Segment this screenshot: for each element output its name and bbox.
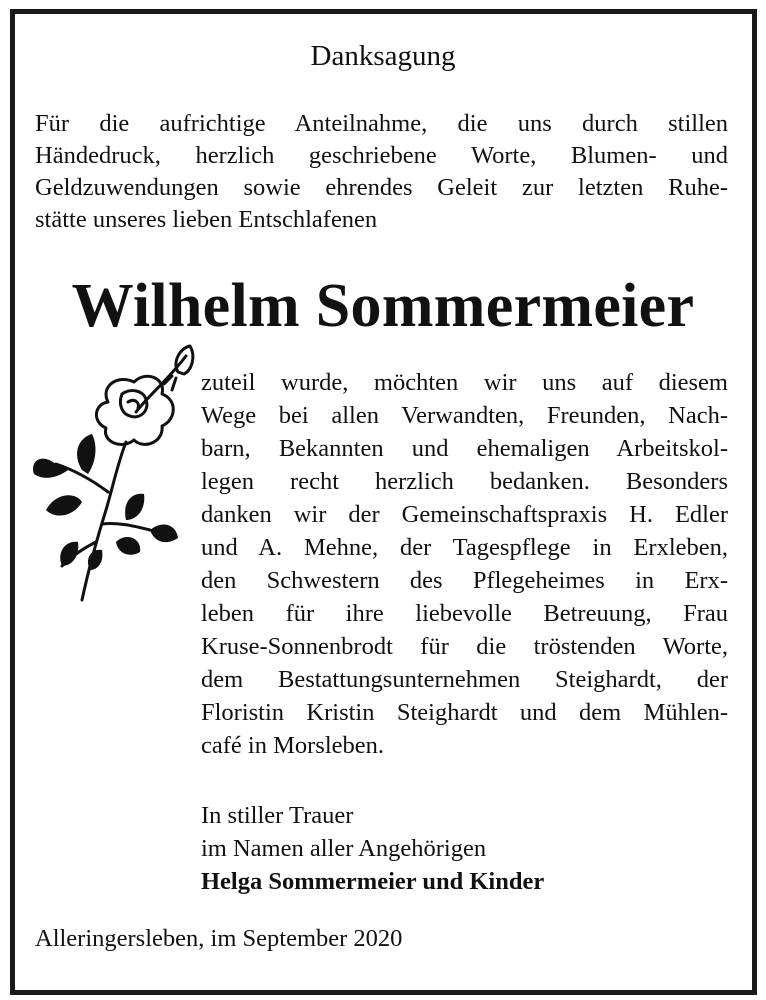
body-line: danken wir der Gemeinschaftspraxis H. Edler — [201, 501, 728, 528]
body-line: den Schwestern des Pflegeheimes in Erx- — [201, 567, 728, 594]
intro-line: stätte unseres lieben Entschlafenen — [35, 206, 378, 233]
place-date: Alleringersleben, im September 2020 — [35, 925, 403, 952]
signature: Helga Sommermeier und Kinder — [201, 868, 545, 895]
body-line: barn, Bekannten und ehemaligen Arbeitskol- — [201, 435, 728, 462]
body-line: dem Bestattungsunternehmen Steighardt, der — [201, 666, 728, 693]
intro-line: Händedruck, herzlich geschriebene Worte, Blumen- und — [35, 142, 728, 169]
body-line: Floristin Kristin Steighardt und dem Mühlen- — [201, 699, 728, 726]
closing-line: In stiller Trauer — [201, 802, 354, 829]
deceased-name: Wilhelm Sommermeier — [71, 272, 695, 340]
body-line: Kruse-Sonnenbrodt für die tröstenden Worte, — [201, 633, 728, 660]
intro-line: Geldzuwendungen sowie ehrendes Geleit zur letzten Ruhe- — [35, 174, 728, 201]
body-line: Wege bei allen Verwandten, Freunden, Nach- — [201, 402, 728, 429]
body-line: legen recht herzlich bedanken. Besonders — [201, 468, 728, 495]
body-line: café in Morsleben. — [201, 732, 384, 759]
notice-title: Danksagung — [310, 40, 456, 72]
body-line: zuteil wurde, möchten wir uns auf diesem — [201, 369, 728, 396]
intro-line: Für die aufrichtige Anteilnahme, die uns durch stillen — [35, 110, 728, 137]
rose-icon — [26, 342, 198, 604]
body-line: und A. Mehne, der Tagespflege in Erxleben, — [201, 534, 728, 561]
closing-line: im Namen aller Angehörigen — [201, 835, 487, 862]
body-line: leben für ihre liebevolle Betreuung, Frau — [201, 600, 728, 627]
